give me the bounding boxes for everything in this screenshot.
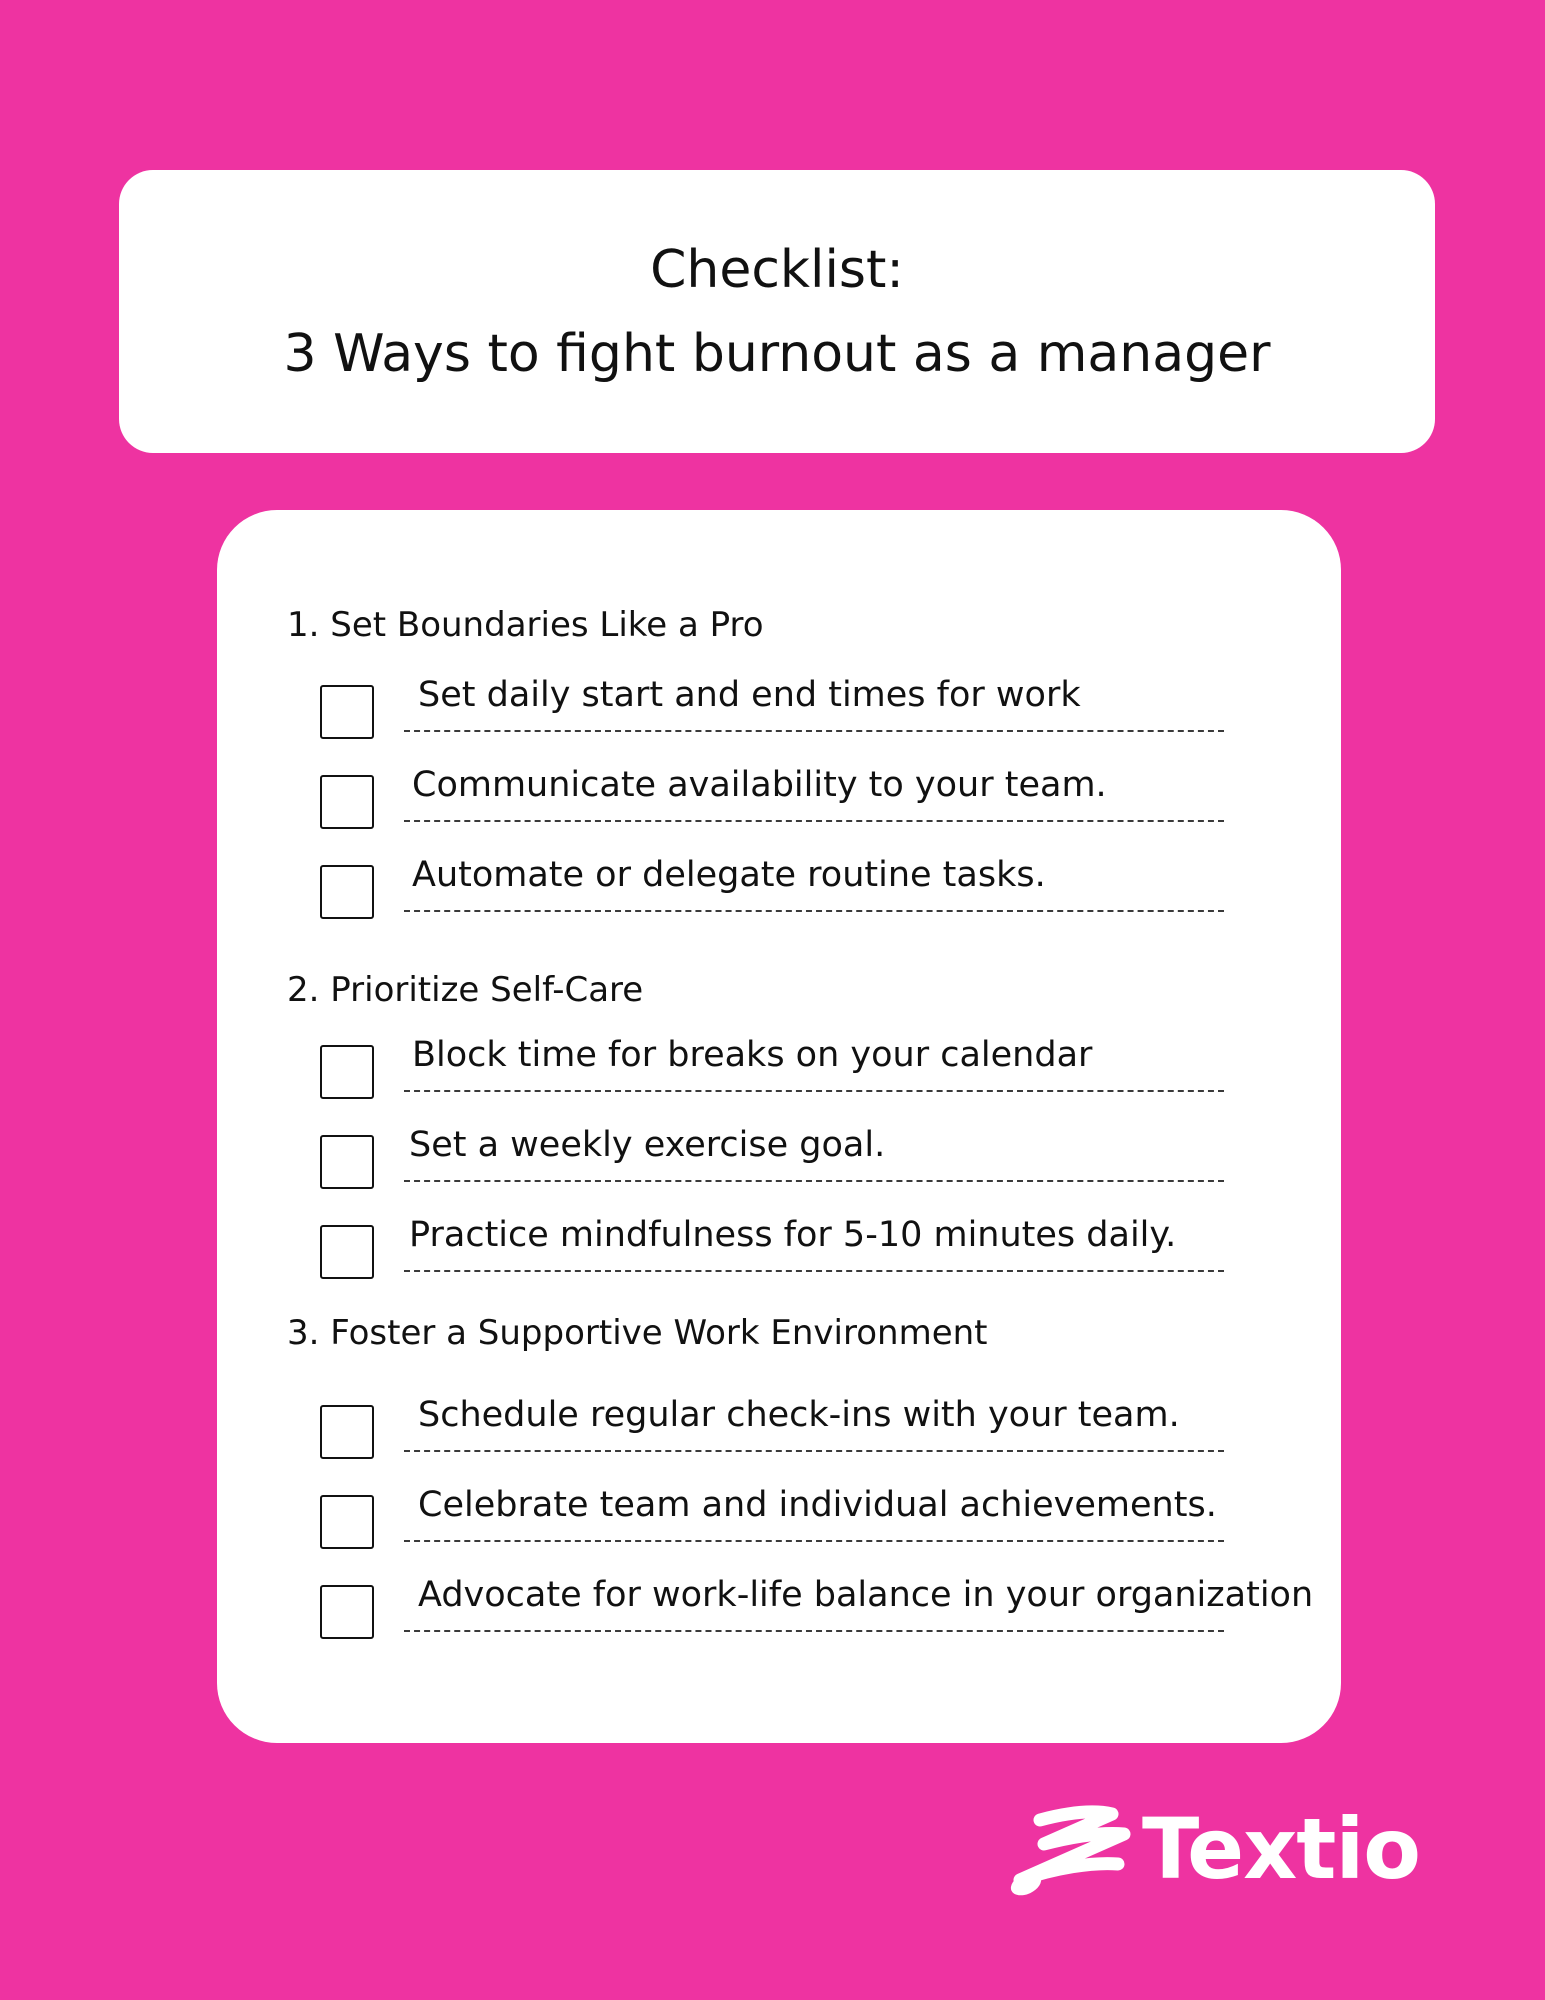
checkbox[interactable] [320,1225,374,1279]
checkbox[interactable] [320,1405,374,1459]
page-title-line-1: Checklist: [650,239,904,300]
dashed-underline [404,820,1224,822]
checklist-item [217,855,1341,935]
checklist-item-label: Advocate for work-life balance in your organization [418,1575,1314,1615]
checklist-item-label: Set a weekly exercise goal. [409,1125,886,1165]
checkbox[interactable] [320,775,374,829]
checklist-item-label: Practice mindfulness for 5-10 minutes daily. [409,1215,1177,1255]
checklist-card [217,510,1341,1743]
scribble-icon [1000,1802,1140,1902]
checklist-item [217,1035,1341,1115]
checkbox[interactable] [320,1495,374,1549]
checklist-item-label: Block time for breaks on your calendar [412,1035,1093,1075]
checklist-item [217,1395,1341,1475]
title-card [119,170,1435,453]
brand-name: Textio [1142,1800,1420,1898]
checkbox[interactable] [320,865,374,919]
dashed-underline [404,1450,1224,1452]
checkbox[interactable] [320,1585,374,1639]
checklist-item [217,675,1341,755]
dashed-underline [404,1270,1224,1272]
checkbox[interactable] [320,1045,374,1099]
checkbox[interactable] [320,685,374,739]
checklist-item-label: Set daily start and end times for work [418,675,1081,715]
checklist-item [217,1575,1341,1655]
checklist-item-label: Communicate availability to your team. [412,765,1107,805]
section-heading-boundaries: 1. Set Boundaries Like a Pro [287,605,764,645]
page-title-line-2: 3 Ways to fight burnout as a manager [283,323,1271,384]
dashed-underline [404,730,1224,732]
dashed-underline [404,910,1224,912]
dashed-underline [404,1540,1224,1542]
dashed-underline [404,1630,1224,1632]
checklist-item [217,1485,1341,1565]
checklist-item-label: Schedule regular check-ins with your team. [418,1395,1180,1435]
checklist-item-label: Automate or delegate routine tasks. [412,855,1046,895]
textio-logo [1000,1790,1420,1910]
checklist-item [217,1215,1341,1295]
checkbox[interactable] [320,1135,374,1189]
section-heading-supportive-environment: 3. Foster a Supportive Work Environment [287,1313,988,1353]
section-heading-self-care: 2. Prioritize Self-Care [287,970,644,1010]
checklist-item [217,765,1341,845]
dashed-underline [404,1090,1224,1092]
checklist-item-label: Celebrate team and individual achievements. [418,1485,1217,1525]
checklist-item [217,1125,1341,1205]
dashed-underline [404,1180,1224,1182]
